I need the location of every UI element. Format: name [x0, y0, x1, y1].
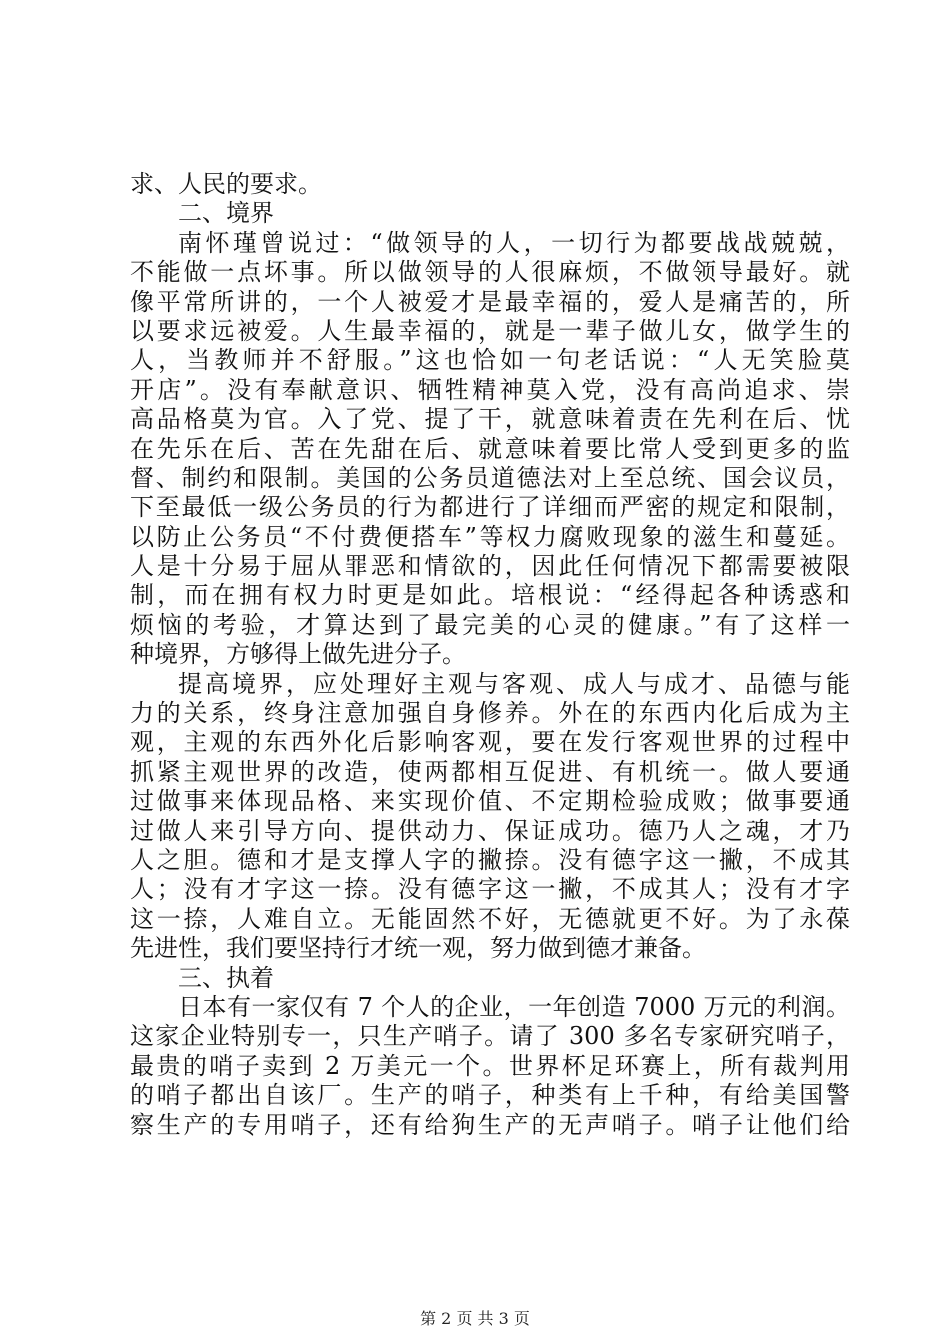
document-body — [130, 170, 850, 1140]
text-line: 下至最低一级公务员的行为都进行了详细而严密的规定和限制， — [130, 493, 850, 522]
text-line: 像平常所讲的，一个人被爱才是最幸福的，爱人是痛苦的，所 — [130, 287, 850, 316]
text-line: 察生产的专用哨子，还有给狗生产的无声哨子。哨子让他们给 — [130, 1110, 850, 1139]
text-line: 二、境界 — [178, 199, 274, 228]
text-line: 日本有一家仅有 7 个人的企业，一年创造 7000 万元的利润。 — [178, 992, 850, 1021]
text-line: 过做人来引导方向、提供动力、保证成功。德乃人之魂，才乃 — [130, 816, 850, 845]
text-line: 抓紧主观世界的改造，使两都相互促进、有机统一。做人要通 — [130, 757, 850, 786]
page-footer: 第 2 页 共 3 页 — [420, 1309, 530, 1328]
text-line: 三、执着 — [178, 963, 274, 992]
text-line: 最贵的哨子卖到 2 万美元一个。世界杯足环赛上，所有裁判用 — [130, 1051, 850, 1080]
text-line: 力的关系，终身注意加强自身修养。外在的东西内化后成为主 — [130, 699, 850, 728]
text-line: 求、人民的要求。 — [130, 170, 322, 198]
text-line: 以防止公务员“不付费便搭车”等权力腐败现象的滋生和蔓延。 — [130, 522, 850, 551]
text-line: 制，而在拥有权力时更是如此。培根说：“经得起各种诱惑和 — [130, 581, 850, 610]
text-line: 观，主观的东西外化后影响客观，要在发行客观世界的过程中 — [130, 728, 850, 757]
text-line: 这家企业特别专一，只生产哨子。请了 300 多名专家研究哨子， — [130, 1022, 850, 1051]
text-line: 先进性，我们要坚持行才统一观，努力做到德才兼备。 — [130, 934, 706, 963]
text-line: 督、制约和限制。美国的公务员道德法对上至总统、国会议员， — [130, 463, 850, 492]
text-line: 人，当教师并不舒服。”这也恰如一句老话说：“人无笑脸莫 — [130, 346, 850, 375]
text-line: 人是十分易于屈从罪恶和情欲的，因此任何情况下都需要被限 — [130, 552, 850, 581]
text-line: 烦恼的考验，才算达到了最完美的心灵的健康。”有了这样一 — [130, 610, 850, 639]
text-line: 这一捺，人难自立。无能固然不好，无德就更不好。为了永葆 — [130, 904, 850, 933]
text-line: 的哨子都出自该厂。生产的哨子，种类有上千种，有给美国警 — [130, 1081, 850, 1110]
text-line: 南怀瑾曾说过：“做领导的人，一切行为都要战战兢兢， — [178, 228, 850, 257]
text-line: 种境界，方够得上做先进分子。 — [130, 640, 466, 669]
text-line: 过做事来体现品格、来实现价值、不定期检验成败；做事要通 — [130, 787, 850, 816]
text-line: 在先乐在后、苦在先甜在后、就意味着要比常人受到更多的监 — [130, 434, 850, 463]
text-line: 以要求远被爱。人生最幸福的，就是一辈子做儿女，做学生的 — [130, 316, 850, 345]
text-line: 开店”。没有奉献意识、牺牲精神莫入党，没有高尚追求、崇 — [130, 375, 850, 404]
text-line: 提高境界，应处理好主观与客观、成人与成才、品德与能 — [178, 669, 850, 698]
text-line: 人之胆。德和才是支撑人字的撇捺。没有德字这一撇，不成其 — [130, 845, 850, 874]
text-line: 人；没有才字这一捺。没有德字这一撇，不成其人；没有才字 — [130, 875, 850, 904]
text-line: 高品格莫为官。入了党、提了干，就意味着责在先利在后、忧 — [130, 405, 850, 434]
text-line: 不能做一点坏事。所以做领导的人很麻烦，不做领导最好。就 — [130, 258, 850, 287]
